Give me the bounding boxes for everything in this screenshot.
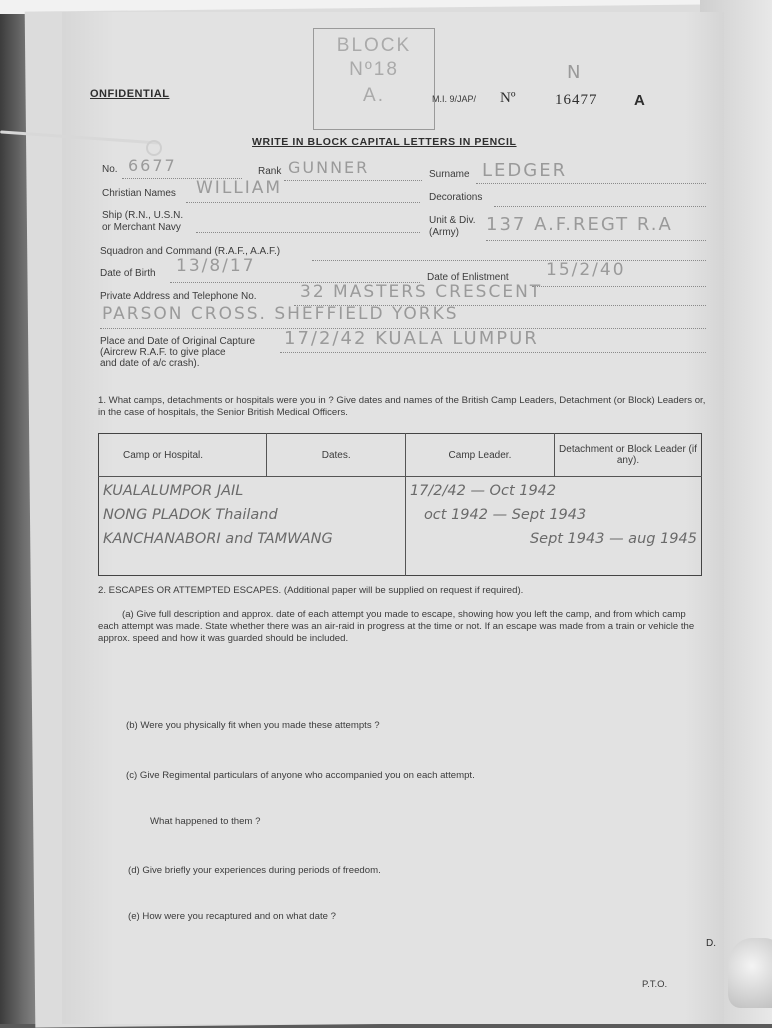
surname-line [476,183,706,184]
camps-table [98,433,702,576]
dates-cell [405,477,701,576]
capture-label-line-2: (Aircrew R.A.F. to give place [100,347,226,358]
date-entry: oct 1942 — Sept 1943 [423,507,587,523]
enlistment-label: Date of Enlistment [427,272,509,283]
question-2c-followup: What happened to them ? [150,816,261,827]
unit-line [486,240,706,241]
question-2d: (d) Give briefly your experiences during periods of freedom. [128,865,381,876]
question-2c: (c) Give Regimental particulars of anyone who accompanied you on each attempt. [126,770,475,781]
stamp-line-1: BLOCK [336,35,412,56]
question-2-title: 2. ESCAPES OR ATTEMPTED ESCAPES. (Additional paper will be supplied on request if required). [98,585,524,596]
address-value-2: PARSON CROSS. SHEFFIELD YORKS [102,304,459,324]
date-entry: 17/2/42 — Oct 1942 [409,483,557,499]
confidential-heading: ONFIDENTIAL [90,88,170,100]
decorations-label: Decorations [429,192,483,203]
question-1: 1. What camps, detachments or hospitals were you in ? Give dates and names of the British Camp Leaders, Detachment (or Block) Leaders or, in the case of hospitals, the Senior British Medical Officers. [98,395,706,418]
header-camp-leader: Camp Leader. [405,434,554,477]
christian-names-line [186,202,420,203]
surname-label: Surname [429,169,470,180]
camp-entry: NONG PLADOK Thailand [103,507,278,523]
christian-names-value: WILLIAM [196,178,283,198]
capture-line [280,352,706,353]
rank-label: Rank [258,166,282,177]
question-2a: (a) Give full description and approx. date of each attempt you made to escape, showing how you left the camp, and from which camp each attempt was made. State whether there was an air-raid in progress at the time or not. If an escape was made from a train or vehicle the approx. speed and how it was guarded should be included. [98,609,695,644]
unit-label-line-1: Unit & Div. [429,215,476,226]
unit-label [429,215,476,239]
form-number: 16477 [555,92,598,108]
camps-cell [99,477,406,576]
date-entry: Sept 1943 — aug 1945 [529,531,697,547]
question-2b: (b) Were you physically fit when you made these attempts ? [126,720,380,731]
surname-value: LEDGER [482,160,568,181]
capture-value: 17/2/42 KUALA LUMPUR [284,328,539,349]
capture-label [100,336,255,369]
ship-label-line-2: or Merchant Navy [102,222,181,233]
no-value: 6677 [128,156,177,175]
side-mark: D. [706,938,716,949]
binding-string-loop [146,140,162,156]
ship-label [102,210,183,234]
corner-mark: N [567,62,583,83]
camp-entry: KANCHANABORI and TAMWANG [103,531,333,547]
dob-value: 13/8/17 [176,256,256,276]
ship-label-line-1: Ship (R.N., U.S.N. [102,210,184,221]
rank-value: GUNNER [288,158,370,177]
christian-names-label: Christian Names [102,188,176,199]
camp-entry: KUALALUMPOR JAIL [103,483,244,499]
unit-value: 137 A.F.REGT R.A [486,214,673,235]
rank-line [284,180,422,181]
ship-line [196,232,420,233]
squadron-label: Squadron and Command (R.A.F., A.A.F.) [100,246,281,257]
no-label: No. [102,164,118,175]
number-label: Nº [500,90,516,106]
enlistment-value: 15/2/40 [546,260,626,280]
header-camp: Camp or Hospital. [99,434,267,477]
capture-label-line-3: and date of a/c crash). [100,358,200,369]
header-dates: Dates. [267,434,405,477]
dob-label: Date of Birth [100,268,156,279]
block-stamp [313,28,435,130]
header-detachment-leader: Detachment or Block Leader (if any). [554,434,701,477]
stamp-line-2: Nº18 [349,59,399,80]
unit-label-line-2: (Army) [429,227,459,238]
squadron-line [312,260,706,261]
reference-code: M.I. 9/JAP/ [432,94,477,104]
decorations-line [494,206,706,207]
instruction-heading: WRITE IN BLOCK CAPITAL LETTERS IN PENCIL [252,136,517,148]
enlistment-line [532,286,706,287]
stamp-line-3: A. [363,85,385,106]
capture-label-line-1: Place and Date of Original Capture [100,336,256,347]
question-2e: (e) How were you recaptured and on what date ? [128,911,336,922]
address-label: Private Address and Telephone No. [100,291,257,302]
form-suffix: A [634,92,645,109]
thumb [728,938,772,1008]
pto-label: P.T.O. [642,979,668,990]
address-value-1: 32 MASTERS CRESCENT [300,282,543,302]
